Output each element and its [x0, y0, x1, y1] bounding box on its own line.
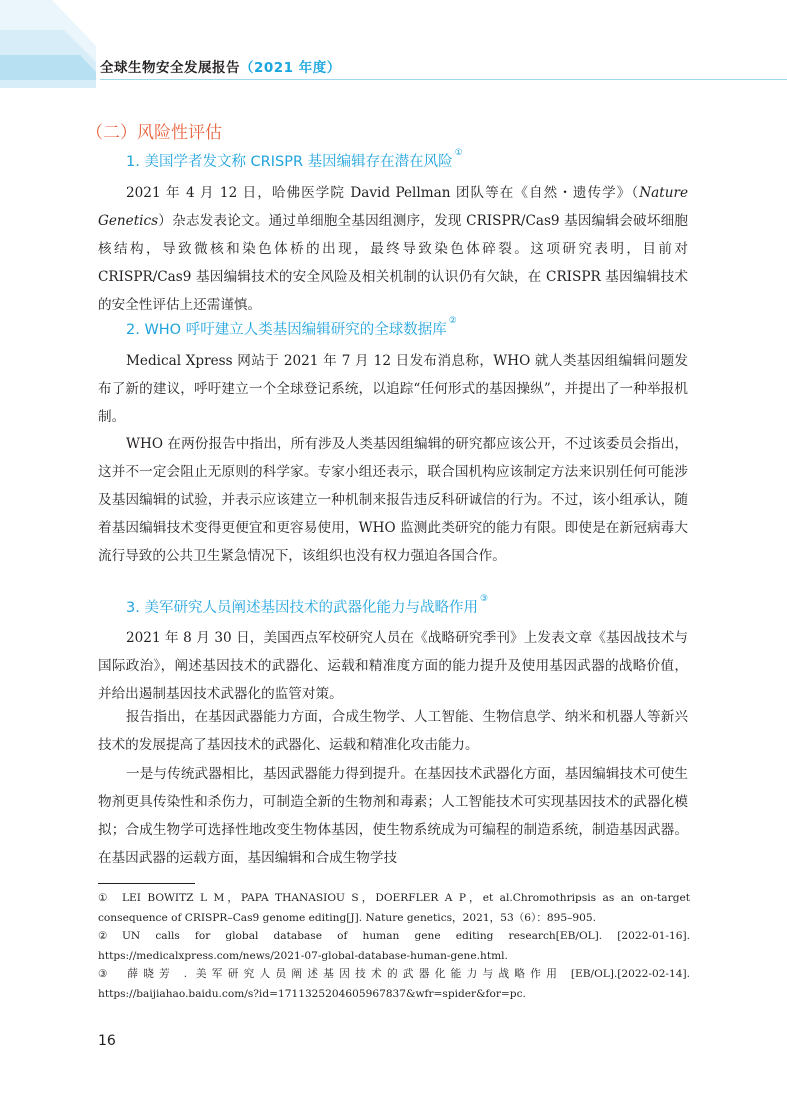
header-year: （2021 年度）: [240, 60, 341, 76]
header-rule: [100, 79, 787, 80]
paragraph: 一是与传统武器相比，基因武器能力得到提升。在基因技术武器化方面，基因编辑技术可使生物剂更具传染性和杀伤力，可制造全新的生物剂和毒素；人工智能技术可实现基因技术的武器化模拟；合成生物学可选择性地改变生物体基因，使生物系统成为可编程的制造系统，制造基因武器。在基因武器的运载方面，基因编辑和合成生物学技: [98, 766, 688, 866]
subsection-heading-1: 1. 美国学者发文称 CRISPR 基因编辑存在潜在风险①: [126, 148, 463, 170]
footnote-mark: ①: [98, 892, 108, 904]
footnote-ref-1[interactable]: ①: [454, 148, 463, 158]
paragraph: Medical Xpress 网站于 2021 年 7 月 12 日发布消息称，WHO 就人类基因组编辑问题发布了新的建议，呼吁建立一个全球登记系统，以追踪“任何形式的基因操纵”，并提出了一种举报机制。: [98, 353, 688, 425]
footnote-ref-2[interactable]: ②: [448, 316, 457, 326]
paragraph: 2021 年 4 月 12 日，哈佛医学院 David Pellman 团队等在《自然・遗传学》（Nature Genetics）杂志发表论文。通过单细胞全基因组测序，发现 CRISPR/Cas9 基因编辑会破坏细胞核结构，导致微核和染色体桥的出现，最终导致染色体碎裂。这项研究表明，目前对 CRISPR/Cas9 基因编辑技术的安全风险及相关机制的认识仍有欠缺，在 CRISPR 基因编辑技术的安全性评估上还需谨慎。: [98, 185, 688, 313]
footnote-ref-3[interactable]: ③: [479, 594, 489, 604]
journal-name: Nature Genetics: [98, 185, 688, 229]
subsection-heading-2: 2. WHO 呼吁建立人类基因编辑研究的全球数据库②: [126, 316, 457, 338]
page-number: 16: [98, 1033, 116, 1049]
footnote-1: ① LEI BOWITZ L M，PAPA THANASIOU S，DOERFLER A P，et al.Chromothripsis as an on-target consequence of CRISPR–Cas9 genome editing[J]. Nature genetics，2021，53（6）：895–905.: [98, 888, 690, 928]
footnote-3: ③ 薛晓芳 . 美军研究人员阐述基因技术的武器化能力与战略作用 [EB/OL].[2022-02-14]. https://baijiahao.baidu.com/s?id=1711325204605967837&wfr=spider&for=pc.: [98, 964, 690, 1004]
section-title: （二）风险性评估: [86, 123, 222, 143]
paragraph: 报告指出，在基因武器能力方面，合成生物学、人工智能、生物信息学、纳米和机器人等新兴技术的发展提高了基因技术的武器化、运载和精准化攻击能力。: [98, 709, 688, 753]
footnote-mark: ③: [98, 968, 108, 980]
footnote-rule: [98, 883, 195, 884]
running-header: [100, 56, 341, 76]
paragraph: 2021 年 8 月 30 日，美国西点军校研究人员在《战略研究季刊》上发表文章《基因战技术与国际政治》，阐述基因技术的武器化、运载和精准度方面的能力提升及使用基因武器的战略价值，并给出遏制基因技术武器化的监管对策。: [98, 630, 688, 702]
footnote-mark: ②: [98, 930, 108, 942]
subsection-heading-3: 3. 美军研究人员阐述基因技术的武器化能力与战略作用③: [126, 594, 489, 616]
paragraph: WHO 在两份报告中指出，所有涉及人类基因组编辑的研究都应该公开，不过该委员会指出，这并不一定会阻止无原则的科学家。专家小组还表示，联合国机构应该制定方法来识别任何可能涉及基因编辑的试验，并表示应该建立一种机制来报告违反科研诚信的行为。不过，该小组承认，随着基因编辑技术变得更便宜和更容易使用，WHO 监测此类研究的能力有限。即使是在新冠病毒大流行导致的公共卫生紧急情况下，该组织也没有权力强迫各国合作。: [98, 436, 688, 564]
header-title: 全球生物安全发展报告: [100, 60, 240, 76]
footnote-2: ② UN calls for global database of human gene editing research[EB/OL]. [2022-01-16]. https://medicalxpress.com/news/2021-07-global-database-human-gene.html.: [98, 926, 690, 966]
